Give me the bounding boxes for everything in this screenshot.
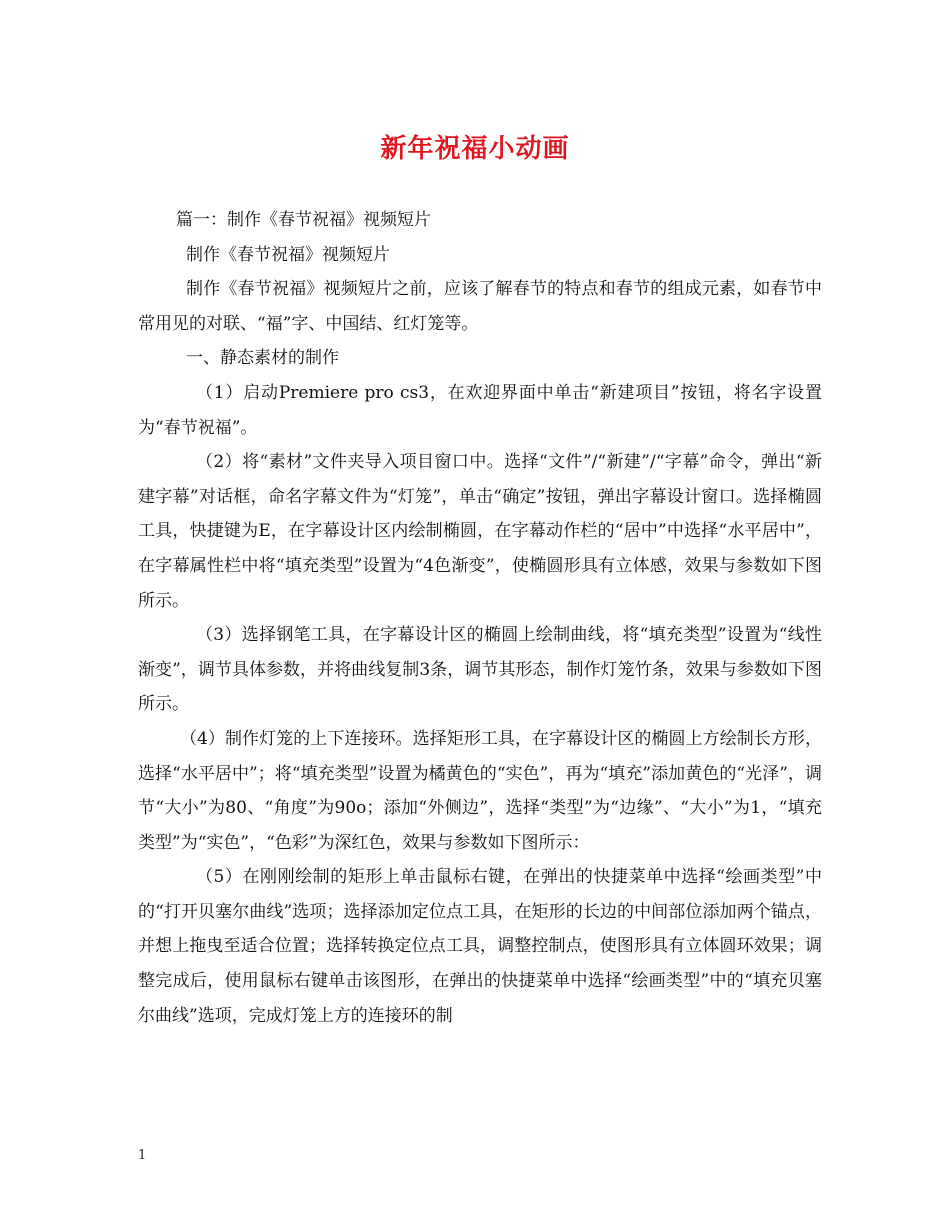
paragraph-intro: 制作《春节祝福》视频短片之前，应该了解春节的特点和春节的组成元素，如春节中常用见的对联、“福”字、中国结、红灯笼等。 [138,279,822,334]
step-1: （1）启动Premiere pro cs3，在欢迎界面中单击“新建项目”按钮，将名字设置为“春节祝福”。 [138,382,822,438]
section-heading: 篇一：制作《春节祝福》视频短片 [176,210,431,230]
step-3: （3）选择钢笔工具，在字幕设计区的椭圆上绘制曲线，将“填充类型”设置为“线性渐变”，调节具体参数，并将曲线复制3条，调节其形态，制作灯笼竹条，效果与参数如下图所示。 [138,625,822,715]
step-5: （5）在刚刚绘制的矩形上单击鼠标右键，在弹出的快捷菜单中选择“绘画类型”中的“打开贝塞尔曲线”选项；选择添加定位点工具，在矩形的长边的中间部位添加两个锚点，并想上拖曳至适合位置；选择转换定位点工具，调整控制点，使图形具有立体圆环效果；调整完成后，使用鼠标右键单击该图形，在弹出的快捷菜单中选择“绘画类型”中的“填充贝塞尔曲线”选项，完成灯笼上方的连接环的制 [138,867,822,1026]
step-2: （2）将“素材”文件夹导入项目窗口中。选择“文件”/“新建”/“字幕”命令，弹出“新建字幕”对话框，命名字幕文件为“灯笼”，单击“确定”按钮，弹出字幕设计窗口。选择椭圆工具，快捷键为E，在字幕设计区内绘制椭圆，在字幕动作栏的“居中”中选择“水平居中”，在字幕属性栏中将“填充类型”设置为“4色渐变”，使椭圆形具有立体感，效果与参数如下图所示。 [138,452,822,611]
step-4: （4）制作灯笼的上下连接环。选择矩形工具，在字幕设计区的椭圆上方绘制长方形，选择“水平居中”；将“填充类型”设置为橘黄色的“实色”，再为“填充”添加黄色的“光泽”，调节“大小”为80、“角度”为90o；添加“外侧边”，选择“类型”为“边缘”、“大小”为1，“填充类型”为“实色”，“色彩”为深红色，效果与参数如下图所示： [138,728,822,853]
subheading: 制作《春节祝福》视频短片 [186,244,390,265]
part-heading: 一、静态素材的制作 [186,348,339,369]
document-title: 新年祝福小动画 [380,134,570,164]
page-number: 1 [138,1148,147,1163]
document-body [138,203,822,1033]
